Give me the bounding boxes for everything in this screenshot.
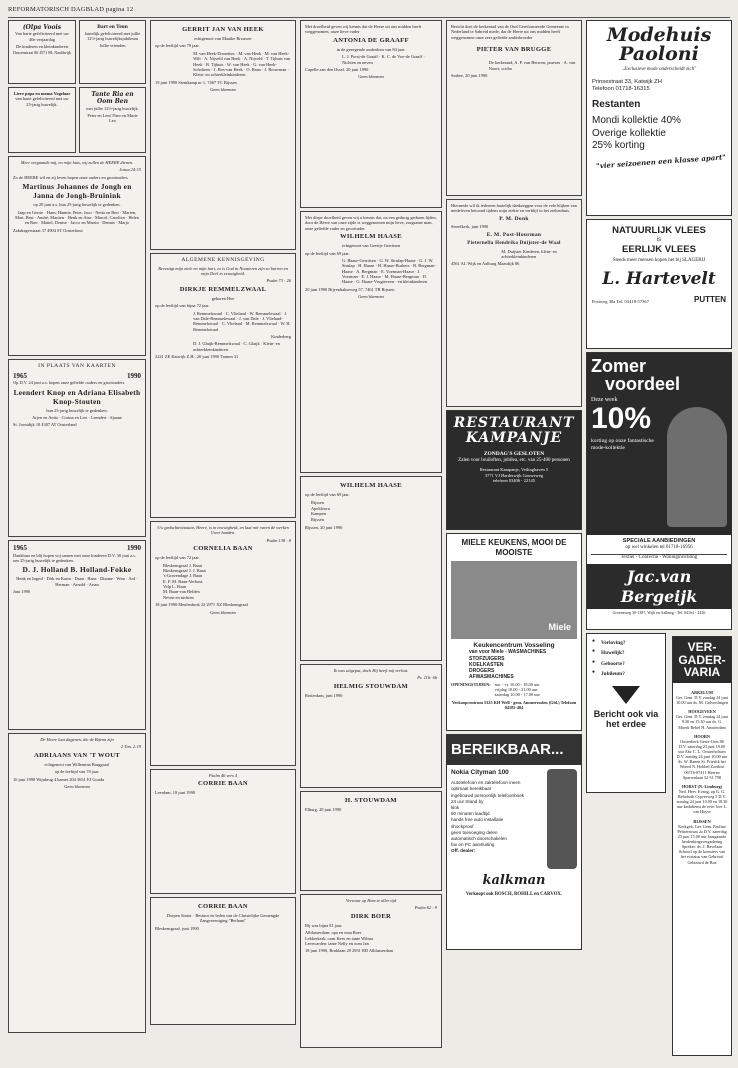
haase2-place: Rijssen (311, 516, 324, 522)
heek-family: M. van Heek-Doornbos · M. van Heek · M. van Heek-Wilt · A. Nijveld van Heek · A. Nijveld · T. Tijhuis van Heek · B. Tijhuis · W. van Heek · G. van Heek-Scholtens · J. Bos-van Heek · O. Baan · J. Bouwman · Klein- en achterkleinkinderen (193, 50, 291, 78)
ad-tante-title: Tante Ria en Oom Ben (91, 91, 134, 106)
bereik-feature: automatisch doorschakelen (451, 835, 507, 841)
dank-name4: M. Duijster Kinderen, klein- en achterkleinkinderen (501, 248, 557, 259)
paoloni-line2: Overige kollektie (592, 127, 666, 139)
vergader-entry-place: HOORN (694, 733, 710, 739)
ad-lieve-text: van harte gefeliciteerd met uw 25-jarig huwelijk. (15, 96, 69, 107)
graaff-date: Capelle aan den IJssel, 20 juni 1990 (305, 66, 369, 72)
notice-dank (446, 199, 582, 407)
ad-lieve-title: Lieve papa en mama Vogelaar (13, 91, 71, 96)
baan-ref: Psalm 138 : 8 (266, 537, 291, 543)
ad-tante-text: met jullie 12½-jarig huwelijk. (86, 105, 139, 111)
remmelzwaal-name: DIRKJE REMMELZWAAL (179, 285, 267, 293)
notice-baan-3 (150, 897, 296, 1025)
paoloni-line1: Mondi kollektie 40% (592, 115, 681, 127)
restaurant-line3: 3771 VJ Harderwijk Gouweweg (484, 472, 544, 478)
baan2-date: Leerdam, 18 juni 1990 (155, 790, 195, 796)
zomer-phone: op wel winkelen tel 01718-16956 (625, 544, 693, 550)
vergader-title: VER-GADER-VARIA (673, 637, 731, 683)
notice-brugge (446, 20, 582, 196)
ad-bart-from: Jullie vrienden (99, 43, 126, 49)
vergader-entry-place: ARKELUM (691, 689, 713, 695)
miele-items (451, 649, 577, 679)
miele-kitchen-photo (451, 561, 577, 639)
heek-age: op de leeftijd van 79 jaar. (155, 43, 200, 49)
ad-vlees (586, 219, 732, 349)
miele-logo: Miele (548, 621, 571, 632)
ad-miele (446, 533, 582, 731)
baan-date: 18 juni 1990 Meulenbrok 22 2971 XZ Bleskensgraaf (155, 602, 249, 608)
miele-hours-row: zaterdag 10.00 - 17.00 uur (494, 692, 540, 698)
remmelzwaal-bar: ALGEMENE KENNISGEVING (181, 257, 265, 263)
bereik-feature: 50 minuten laadtijd (451, 811, 490, 817)
boer-verse: Verwaar op Hem te aller tijd (345, 898, 397, 903)
column-2 (150, 20, 296, 1025)
jongh-ref: Jozua 24:15 (119, 167, 141, 173)
holland-intro: Dankbaar en blij hopen wij samen met onze kinderen D.V. 30 juni a.s. ons 25-jarig huwelijk te gedenken. (13, 552, 137, 563)
boer-date: 18 juni 1990, Bruklaan 29 2951 RD Alblasserdam (305, 948, 394, 954)
vergader-entry-place: RIJSSEN (693, 818, 711, 824)
vergader-entries (673, 683, 731, 868)
bereik-title: BEREIKBAAR... (447, 735, 581, 765)
boer-row: Leerwarden: tante Nelly en oom Jan (305, 940, 369, 946)
graaff-footer: Geen bloemen (358, 74, 384, 80)
paoloni-sale: Restanten (592, 99, 641, 111)
miele-item: KOELKASTEN (469, 661, 504, 668)
restaurant-sub: ZONDAG'S GESLOTEN (483, 451, 545, 458)
knop-years (13, 372, 141, 381)
bereik-feature: ingebouwd persoonlijk telefoonboek (451, 792, 525, 798)
knop-names: Leendert Knop en Adriana Elisabeth Knop-Stouten (13, 387, 141, 406)
stouwdam2-date: Elburg, 20 juni 1990 (305, 807, 342, 813)
vergader-varia (672, 636, 732, 1056)
jongh-address: Zakdragerstraat 37 4904 ST Oosterhout (13, 227, 83, 233)
bereik-text (451, 769, 543, 869)
zomer-banner (587, 353, 731, 535)
page-header (8, 6, 730, 18)
restaurant-line1: Zalen voor bruiloften, jubilea, etc. van 25-400 personen (458, 458, 570, 464)
miele-hours-label: OPENINGSTIJDEN: (451, 681, 491, 687)
bereik-features (451, 780, 543, 854)
erdee-checklist (591, 638, 661, 680)
wout-ref: 2 Tim. 2:19 (120, 744, 141, 750)
baan-row: 's-Gravendage J. Baan (163, 573, 203, 579)
dank-place: Streefkerk, juni 1990 (451, 224, 489, 230)
vlees-place: PUTTEN (694, 295, 726, 305)
vergader-entry-place: HOOGEVEEN (688, 709, 716, 715)
baan-row: Neven en nichten (163, 594, 194, 600)
vergader-entry-text: Ger. Gem. D.V. zondag 24 juni 9.30 en 15.30 uur ds. G. Moerk Rebel H. Amsterdam (676, 714, 728, 730)
miele-hours-row: vrijdag 10.00 - 21.00 uur (494, 687, 538, 693)
baan2-name: CORRIE BAAN (197, 780, 248, 788)
bereik-feature: Off. dealer: (451, 848, 476, 854)
bereik-feature: fax en PC aansluiting (451, 842, 495, 848)
vlees-text: Steeds meer mensen kopen het bij SLAGERIJ (612, 258, 706, 264)
wout-name: ADRIAANS VAN 'T WOUT (34, 751, 120, 759)
heek-sub: echtgenoot van Maaike Brouwer (194, 36, 252, 42)
zomer-title2: voordeel (605, 374, 681, 394)
miele-hours (451, 682, 577, 698)
notice-wout (8, 733, 146, 1033)
graaff-age: in de gezegende ouderdom van 84 jaar. (336, 46, 406, 52)
zomer-week: Deze week (591, 397, 618, 403)
holland-names: D. J. Holland B. Holland-Fokke (22, 565, 132, 575)
notice-jongh (8, 156, 146, 356)
remmelzwaal-date: 2221 ZE Katwijk Z.H., 20 juni 1990 Tramm 31 (155, 354, 239, 360)
model-photo (667, 407, 727, 527)
bereik-feature: 24 uur Stand by (451, 798, 484, 804)
notice-holland (8, 540, 146, 730)
bereik-feature: optimaal bereikbaar (451, 786, 492, 792)
remmelzwaal-family2: D. J. Glaijk-Remmelzwaal · C. Glaijk · Klein- en achterkleinkinderen (193, 341, 280, 352)
page-title: REFORMATORISCH DAGBLAD pagina 12 (8, 6, 134, 13)
ad-tante-from: Peter en Leni Theo en Marie Leo (87, 113, 138, 124)
small-ads-row-2 (8, 87, 146, 153)
baan-name: CORNELIA BAAN (193, 545, 253, 553)
bereik-feature: shockproof (451, 823, 474, 829)
bergeijk-logo: Jac.van Bergeijk (587, 564, 731, 609)
haase1-intro: Met diepe droefheid geven wij u kennis dat, na een gedurig geduren lijden, door de Heere van onze zijde is weggenomen mijn lieve, zorgzame man, onze geliefde vader en grootvader (305, 215, 437, 231)
haase2-places (305, 500, 437, 522)
dank-name2: E. M. Post-Hourman (486, 231, 542, 238)
holland-date: Juni 1990 (13, 589, 31, 595)
haase2-name: WILHELM HAASE (340, 482, 402, 489)
paoloni-title1: Modehuis (606, 24, 712, 46)
miele-item: DROGERS (469, 667, 495, 674)
erdee-footer: Bericht ook via het erdee (593, 708, 659, 729)
notice-graaff (300, 20, 442, 208)
heek-name: GERRIT JAN VAN HEEK (182, 26, 264, 33)
baan-age: op de leeftijd van 72 jaar. (155, 555, 200, 561)
ad-bart-title: Bart en Teun (97, 24, 128, 30)
holland-years (13, 544, 141, 553)
ad-tante (79, 87, 146, 153)
vergader-entry-place: HORST (N.-Limburg) (682, 783, 722, 789)
haase1-sub: echtgenoot van Geertje Gerritsen (341, 243, 401, 249)
notice-stouwdam-2 (300, 791, 442, 891)
baan-row: E. F. M. Baan-Verbout (163, 578, 203, 584)
boer-row: Lekkerkerk: oom Kees en tante Wilma (305, 935, 373, 941)
dank-name3: Pieternella Hendrika Duijster-de Waal (467, 240, 561, 246)
boer-row: Alblasserdam: opa en oma Boer (305, 930, 362, 936)
boer-age: Bij was bijna 81 jaar. (305, 922, 343, 928)
knop-bar: IN PLAATS VAN KAARTEN (38, 363, 116, 369)
check-item: ● Huwelijk? (591, 648, 661, 658)
bereik-body (447, 765, 581, 873)
haase1-age: op de leeftijd van 69 jaar. (305, 250, 350, 256)
miele-item: STOFZUIGERS (469, 655, 505, 662)
brugge-intro: Bericht doet de kerkeraad van de Oud Gereformeerde Gemeente in Nederland te Sabreid mede, dat de Heere uit ons midden heeft weggenomen onze zeer geliefde ambtsbroeder (451, 24, 569, 40)
column-1 (8, 20, 146, 1033)
zomer-footer: Groeneweg 30-1387, Wijk en Aalburg - Tel. 04164 - 2426 (612, 610, 706, 616)
remmelzwaal-age: op de leeftijd van bijna 72 jaar. (155, 303, 210, 309)
column-4 (446, 20, 582, 950)
haase2-place: Apeldoorn (311, 505, 330, 511)
miele-hours-row: ma. - vr. 10.00 - 18.00 uur (494, 681, 540, 687)
brugge-name: PIETER VAN BRUGGE (476, 46, 552, 54)
ad-bereikbaar (446, 734, 582, 950)
jongh-names: Martinus Johannes de Jongh en Janna de Jongh-Bruinink (22, 182, 132, 201)
dank-address: 4561 AL Wijk en Aalburg Maasdijk 86 (451, 261, 520, 267)
baan-row: Bleskensgraaf J. Baan (163, 562, 202, 568)
knop-year-right: 1990 (127, 371, 141, 380)
baan-rows (155, 563, 291, 601)
haase1-name: WILHELM HAASE (340, 233, 402, 241)
haase2-place: Kampen (311, 511, 326, 517)
notice-haase-2 (300, 476, 442, 661)
baan-row: Velp L. Baan (163, 584, 187, 590)
notice-knop (8, 359, 146, 537)
ad-olpa (8, 20, 76, 84)
bereik-feature: geen toevoeging delen (451, 829, 498, 835)
graaff-name: ANTONIA DE GRAAFF (333, 36, 409, 44)
baan-row: M. Baan-van Helden (163, 589, 200, 595)
notice-remmelzwaal (150, 253, 296, 518)
paoloni-phone: Telefoon 01718-16315 (592, 86, 650, 93)
wout-sub: echtgenoot van Willemina Burggraaf (44, 761, 110, 767)
notice-baan-2 (150, 769, 296, 894)
wout-age: op de leeftijd van 70 jaar. (54, 769, 100, 775)
zomer-text: korting op onze fantastische mode-kollektie (591, 438, 654, 452)
stouwdam2-name: H. STOUWDAM (345, 797, 397, 804)
vlees-addr: Postweg 38a Tel. 03418-57367 (592, 299, 650, 305)
notice-haase-1 (300, 211, 442, 473)
ad-lieve (8, 87, 76, 153)
miele-item: van voor Miele - WASMACHINES (469, 649, 547, 656)
holland-year-right: 1990 (127, 544, 141, 552)
dank-text: Hiermede wil ik iedereen hartelijk dankzeggen voor de vele blijken van medeleven betoond tijdens mijn ziekte en verblijf in het ziekenhuis. (451, 203, 577, 214)
haase1-date: 20 juni 1990 Bijvenhakseweg 57, 7461 TB Rijssen (305, 286, 395, 292)
baan3-name: CORRIE BAAN (197, 903, 248, 910)
zomer-title1: Zomer (591, 356, 647, 376)
vlees-brand: L. Hartevelt (602, 268, 716, 289)
zomer-info (587, 535, 731, 564)
remmelzwaal-verse: Bevestigt mijn ziele en mijn hart, zo is God in Noasteren zijn zo barren en mijn Deel in eeuwigheid. (158, 265, 288, 277)
vergader-entry-text: Kerkgeb. Ger. Gem. Pauline Pelsterstraat 2a D.V. zaterdag 23 juni 15.00 uur Jaargaande herdenkingsvergadering Spreker: ds. J. Ravelaan Schoorl op de koetsiers van het ecstatus van Gebrooit Gebouwd de Boz (677, 823, 727, 865)
heek-date: 19 juni 1990 Stemkamp nr 1, 7467 TC Bijssen (155, 79, 237, 85)
dank-name: P. M. Donk (499, 215, 529, 222)
boer-rows (305, 930, 437, 946)
bereik-model: Nokia Cityman 100 (451, 769, 509, 777)
vlees-footer (592, 295, 726, 305)
remmelzwaal-sub: geboren Hoe (211, 295, 235, 301)
ad-olpa-title: (Olpa Voois (22, 24, 62, 31)
jongh-children: Jaap en Gerrie · Hans, Hannie, Peter, Jaco · Netta en Bert · Marten, Mart, Best · André, Martien · Henk en Aise · Marcel, Carolien · Helen en Ron · Mattel, Denise · Jacco en Martin · Dennis · Marjo (15, 209, 139, 226)
baan-verse: Uw gedachtenisstaat, Heere, is in eeuwigheid, en laat mir varen de werken Uwer handen. (157, 525, 289, 536)
holland-year-left: 1965 (13, 544, 27, 552)
stouwdam-date: Rotterdam, juni 1990 (305, 692, 343, 698)
knop-year-left: 1965 (13, 371, 27, 380)
remmelzwaal-ref: Psalm 73 : 26 (266, 278, 291, 284)
ad-bart-text: hartelijk gefeliciteerd met jullie 12½-jarig huwelijksjubileum (84, 30, 141, 42)
jongh-verse: Meer vergaande mij, en mijn huis, wij zullen de HEERE dienen. (20, 160, 134, 165)
paoloni-line3: 25% korting (592, 139, 645, 151)
mobile-phone-icon (547, 769, 577, 869)
notice-baan (150, 521, 296, 766)
bereik-feature: klok (451, 804, 460, 810)
column-3 (300, 20, 442, 1048)
check-item: ● Jubileum? (591, 669, 661, 679)
bereik-feature: Autotelefoon en zaktelefoon ineen (451, 780, 521, 786)
paoloni-title2: Paoloni (619, 43, 699, 65)
haase2-date: Rijssen, 20 juni 1990 (305, 524, 343, 530)
baan-footer: Geen bloemen (210, 609, 236, 615)
remmelzwaal-place: Kinderberg (271, 334, 291, 340)
knop-intro: Op D.V. 24 juni a.s. hopen onze geliefde ouders en grootouders (13, 380, 125, 386)
miele-footer: Verkoopcentrum 5325 KH Well - gem. Ammerzoden (Gld.) Telefoon 04185-404 (451, 699, 577, 710)
paoloni-tagline: ..Exclusieve mode onderscheidt zich" (621, 66, 697, 72)
vergader-entry-text: Ned. Herv. Evang. op G. G. Rehoboth Cypresweg 5 D.V. zondag 24 juni 10.00 en 18.30 uur kerkdienst de evie. leer L. van Huyse (676, 788, 728, 815)
vlees-is: is (656, 236, 662, 243)
vlees-sub: EERLIJK VLEES (622, 243, 696, 255)
graaff-family: L. J. Porst-de Graaff · K. C. de Voo-de Graaff · Nichten en neven (341, 54, 425, 65)
heek-footer: Geen bloemen (210, 87, 236, 93)
paoloni-address: Prinsestraat 33, Katwijk ZH (592, 79, 662, 86)
haase1-family: G. Haase-Gerritsen · G. W. Strulap-Haase · G. J. W. Strulap · H. Haase · H. Haase-Burbers · B. Bergman-Haase · A. Bergman · E. Voerman-Haase · J. Voerman · E. J. Haase · M. Haase-Bergman · D. Haase · G. Haase-Vrugteveen · en kleinkinderen (341, 257, 436, 285)
restaurant-line2: Restaurant Kampanje, Veilinghaven 5 (479, 467, 549, 473)
knop-family: Arjen en Anita · Corina en Leri · Leendert · Sjaane (32, 415, 122, 421)
haase2-age: op de leeftijd van 69 jaar. (305, 492, 350, 498)
ad-olpa-from: De kinderen en kleinkinderen (15, 44, 69, 50)
ad-olpa-text: Van harte gefeliciteerd met uw 40e verjaardag (15, 31, 69, 42)
ad-zomer (586, 352, 732, 630)
ad-paoloni (586, 20, 732, 216)
check-item: ● Geboorte? (591, 659, 661, 669)
baan-row: Bleskensgraaf J. J. Baan (163, 567, 206, 573)
small-ads-row-1 (8, 20, 146, 84)
stouwdam-verse: Ik was uitgeput, doch Hij heeft mij verlost. (333, 668, 409, 673)
stouwdam-name: HELMIG STOUWDAM (333, 682, 409, 690)
remmelzwaal-family: J. Remmelzwaal · C. Vlieland · W. Remmelzwaal · J. van Dale-Remmelzwaal · J. van Dale · J. Vlieland-Remmelzwaal · C. Vlieland · M. Remmelzwaal · W. H. Remmelzwaal (193, 310, 291, 332)
ad-bart (79, 20, 146, 84)
boer-ref: Psalm 62 : 9 (414, 905, 437, 911)
ad-restaurant (446, 410, 582, 530)
check-item: ● Verloving? (591, 638, 661, 648)
arrow-down-icon (612, 686, 640, 704)
brugge-date: Srabee, 20 juni 1990 (451, 72, 488, 78)
vergader-entry-text: Ger. Gem. D.V. zondag 24 juni 10.00 uur ds. M. Golverdingen (676, 694, 728, 706)
jongh-date: op 20 juni a.s. hun 25-jarig huwelijk te gedenken. (33, 202, 121, 208)
ad-olpa-address: Drusenstraat 86 4571 BL Naaldwijk (13, 50, 71, 56)
boer-name: DIRK BOER (350, 912, 392, 920)
brugge-sub: De kerkeraad, A. P. van Herwen, praeses · A. van Noort, scriba (488, 60, 576, 71)
baan2-verse: Psalm 46 vers 4 (208, 773, 238, 778)
zomer-percentage: 10% (591, 402, 652, 436)
paoloni-slogan: "vier seizoenen een klasse apart" (595, 152, 727, 171)
stouwdam-ref: Ps. 116: 6b (417, 675, 437, 681)
notice-boer (300, 894, 442, 1048)
miele-hours-list (495, 682, 540, 698)
knop-date: hun 25-jarig huwelijk te gedenken. (46, 407, 108, 413)
notice-stouwdam (300, 664, 442, 788)
kalkman-logo: kalkman (482, 873, 546, 889)
miele-item: AFWASMACHINES (469, 673, 514, 680)
zomer-special: SPECIALE AANBIEDINGEN (622, 538, 696, 544)
graaff-intro: Met droefheid geven wij kennis dat de Heere uit ons midden heeft weggenomen, onze lieve vader (305, 24, 422, 35)
wout-address: 16 juni 1990 Wijnbrug 4 kamer 204 3651 EJ Gouda (13, 776, 105, 782)
bereik-feature: hands free auto installatie (451, 817, 504, 823)
baan3-date: Bleskensgraaf, juni 1990 (155, 925, 199, 931)
jongh-intro: Zo de HEERE wil en zij leven hopen onze ouders en grootouders (13, 174, 128, 180)
vergader-entry-text: Oosterkerk Gerre-Oost 86 D.V. zaterdag 23 juni 19.00 uur Abc C. L. Oosterholsten D.V. zondag 24 juni 10.00 uur ds. W. Banen St. Frieslik het Woord N. Hobbel Zoetkist 06716-87411 Heeren Sparrenlaan 32-51 798 (676, 738, 728, 780)
vlees-title: NATUURLIJK VLEES (612, 225, 706, 236)
haase1-footer: Geen bloemen (358, 294, 384, 300)
notice-heek (150, 20, 296, 250)
baan3-org: Dorpen Sintor · Bestuur en leden van de Christelijke Gemengde Zangvereniging "Bethum" (166, 913, 280, 924)
ad-erdee (586, 633, 666, 793)
miele-title: MIELE KEUKENS, MOOI DE MOOISTE (461, 538, 567, 557)
zomer-store: Textiel - Confectie - Woninginrichting (591, 554, 727, 561)
holland-family: Henk en Ingrid · Dirk en Karin · Daan · Hans · Dianne · Wim · Ard · Herman · Arnold · Arian (16, 576, 138, 587)
haase2-place: Rijssen (311, 500, 324, 506)
wout-verse: De Heere laat dagenen, die de Bijenn zijn (40, 737, 114, 742)
knop-address: St. Joostdijk 10 4307 AT Oosterland (13, 422, 77, 428)
miele-name: Keukencentrum Vosseling (473, 641, 555, 649)
restaurant-title: RESTAURANT KAMPANJE (453, 415, 575, 446)
wout-footer: Geen bloemen (64, 783, 90, 789)
restaurant-phone: telefoon 03406 - 22145 (492, 478, 536, 484)
bereik-footer: Verkoopt ook BOSCH, ROHILL en CARVOX. (465, 892, 563, 898)
